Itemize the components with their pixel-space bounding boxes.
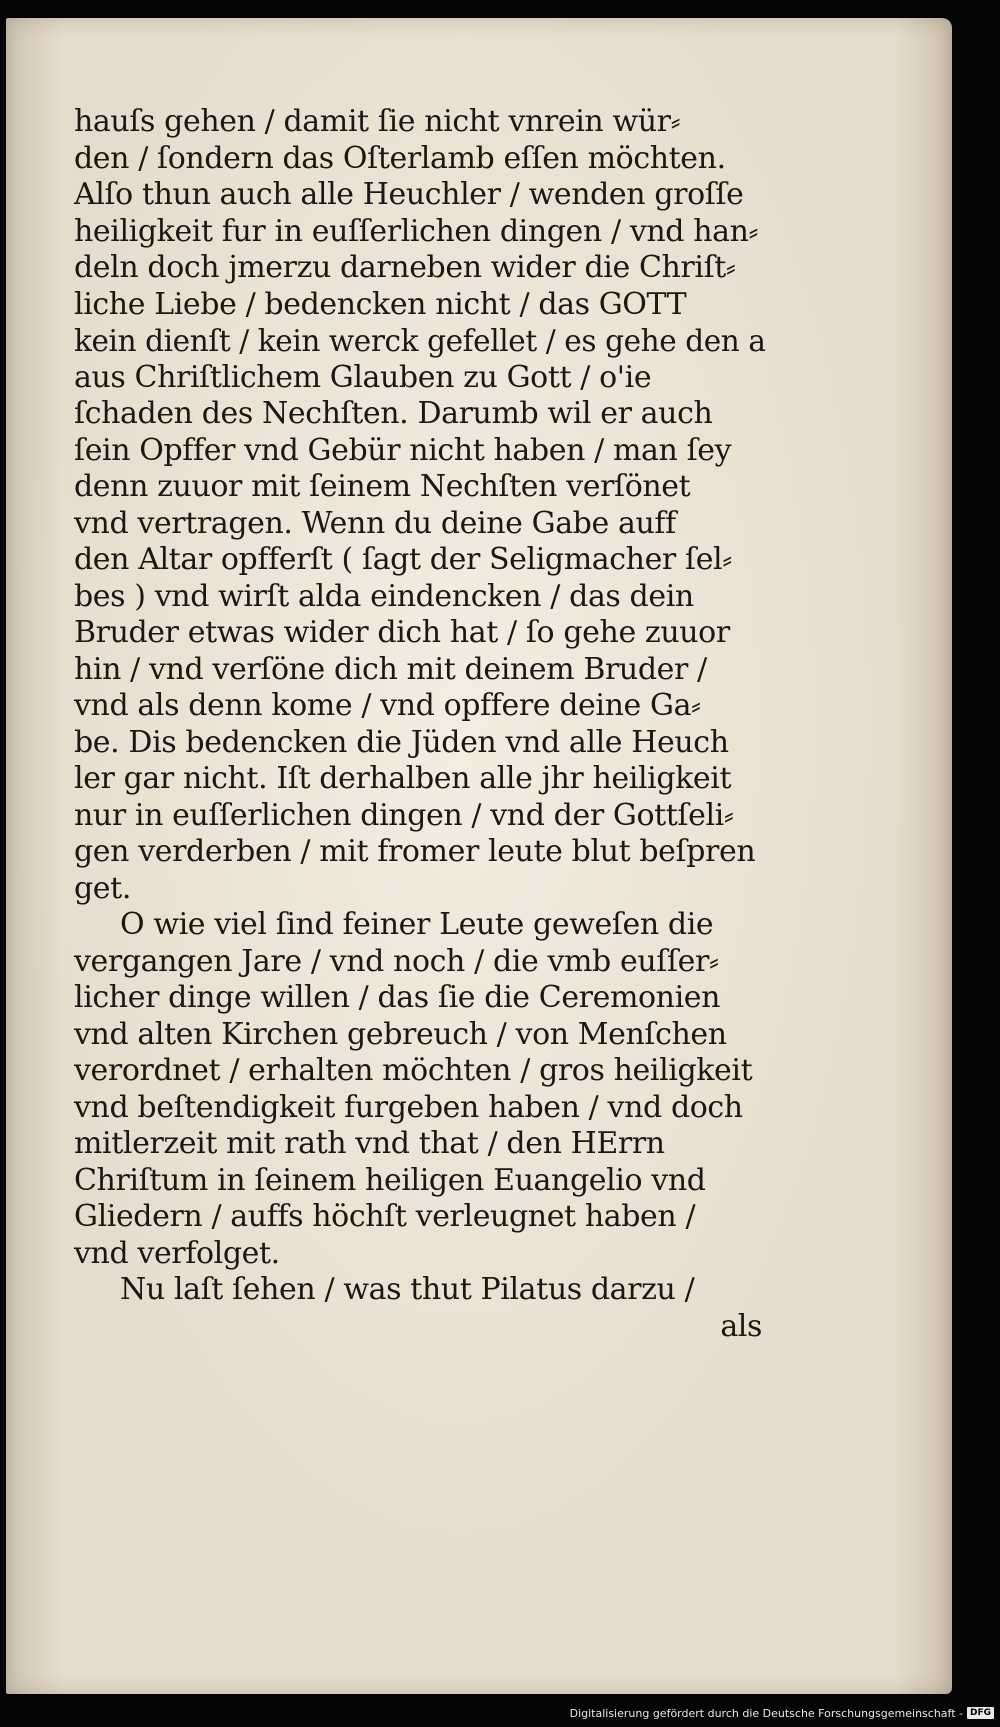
text-line: Alſo thun auch alle Heuchler / wenden groſſe (74, 177, 744, 212)
text-line: liche Liebe / bedencken nicht / das GOTT (74, 286, 687, 322)
text-line: kein dienſt / kein werck gefellet / es gehe den a (74, 324, 766, 358)
text-line: den Altar opfferſt ( ſagt der Seligmacher ſel⸗ (74, 542, 732, 577)
page-text (74, 104, 774, 1345)
text-line: deln doch jmerzu darneben wider die Chriſt⸗ (74, 250, 736, 285)
text-line: verordnet / erhalten möchten / gros heiligkeit (74, 1053, 753, 1088)
book-page (6, 18, 952, 1694)
text-line: mitlerzeit mit rath vnd that / den HErrn (74, 1126, 665, 1161)
text-line: vnd vertragen. Wenn du deine Gabe auff (74, 505, 676, 541)
dfg-logo-icon: DFG (967, 1707, 994, 1719)
text-line: gen verderben / mit fromer leute blut beſpren (74, 834, 756, 869)
text-line: aus Chriſtlichem Glauben zu Gott / o'ie (74, 359, 652, 395)
credit-text: Digitalisierung gefördert durch die Deutsche Forschungsgemeinschaft - (569, 1706, 963, 1720)
catchword: als (720, 1308, 762, 1344)
text-line: hin / vnd verſöne dich mit deinem Bruder / (74, 651, 707, 687)
text-line: O wie viel ſind feiner Leute geweſen die (120, 907, 714, 942)
digitization-credit (570, 1703, 994, 1723)
text-line: nur in euſſerlichen dingen / vnd der Gottſeli⸗ (74, 797, 734, 833)
text-line: Nu laſt ſehen / was thut Pilatus darzu / (120, 1272, 695, 1307)
text-line: ler gar nicht. Iſt derhalben alle jhr heiligkeit (74, 761, 732, 796)
text-line: Chriſtum in ſeinem heiligen Euangelio vnd (74, 1162, 706, 1198)
text-line: be. Dis bedencken die Jüden vnd alle Heuch (74, 724, 729, 760)
text-line: ſein Opffer vnd Gebür nicht haben / man ſey (74, 432, 732, 468)
text-line: ſchaden des Nechſten. Darumb wil er auch (74, 396, 713, 431)
text-line: vnd als denn kome / vnd opffere deine Ga⸗ (74, 688, 701, 723)
text-line: Bruder etwas wider dich hat / ſo gehe zuuor (74, 615, 730, 650)
text-line: denn zuuor mit ſeinem Nechſten verſönet (74, 469, 691, 504)
text-line: get. (74, 870, 131, 906)
text-line: bes ) vnd wirſt alda eindencken / das dein (74, 578, 694, 614)
text-line: hauſs gehen / damit ſie nicht vnrein wür⸗ (74, 104, 681, 139)
text-line: vergangen Jare / vnd noch / die vmb euſſer⸗ (74, 943, 719, 979)
text-line: vnd beſtendigkeit furgeben haben / vnd doch (74, 1089, 743, 1125)
text-line: vnd verfolget. (74, 1235, 280, 1271)
text-line: licher dinge willen / das ſie die Ceremonien (74, 980, 721, 1015)
text-line: den / ſondern das Oſterlamb eſſen möchten. (74, 140, 726, 176)
text-line: Gliedern / auffs höchſt verleugnet haben / (74, 1199, 696, 1234)
text-line: heiligkeit fur in euſſerlichen dingen / vnd han⸗ (74, 213, 759, 249)
text-line: vnd alten Kirchen gebreuch / von Menſchen (74, 1016, 727, 1052)
